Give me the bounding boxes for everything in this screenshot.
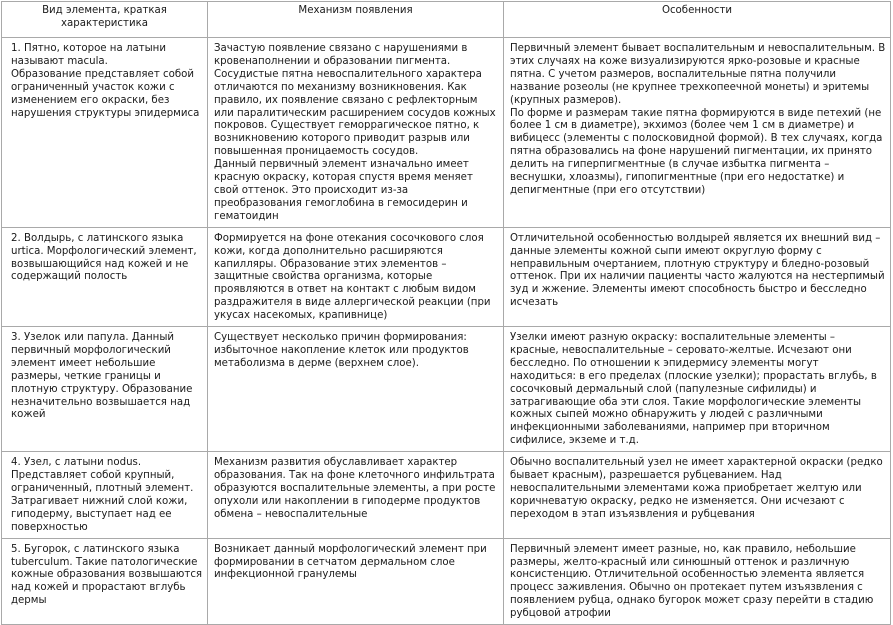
cell-paragraph: Формируется на фоне отекания сосочкового слоя кожи, когда дополнительно расширяются капилляры. Образование этих элементов – защитные свойства организма, которые проявляются в ответ на контакт с любым видом раздражителя в виде аллергической реакции (при укусах насекомых, крапивнице) <box>214 232 491 322</box>
table-row <box>2 327 891 452</box>
element-type-cell <box>2 327 208 452</box>
table-row <box>2 227 891 326</box>
header-features: Особенности <box>504 2 891 38</box>
mechanism-cell <box>208 227 504 326</box>
header-element-type: Вид элемента, краткая характеристика <box>2 2 208 38</box>
mechanism-cell <box>208 538 504 624</box>
features-cell <box>504 452 891 538</box>
mechanism-cell <box>208 327 504 452</box>
table-row <box>2 452 891 538</box>
features-cell <box>504 327 891 452</box>
cell-paragraph: По форме и размерам такие пятна формируются в виде петехий (не более 1 см в диаметре), экхимоз (более чем 1 см в диаметре) и вибицесс (элементы с полосковидной формой). В тех случаях, когда пятна образовались на фоне нарушений пигментации, их принято делить на гиперпигментные (в случае избытка пигмента – веснушки, хлоазмы), гипопигментные (при его недостатке) и депигментные (при его отсутствии) <box>510 107 883 196</box>
features-cell <box>504 538 891 624</box>
features-cell <box>504 227 891 326</box>
cell-paragraph: 1. Пятно, которое на латыни называют macula. <box>11 43 166 67</box>
element-type-cell <box>2 538 208 624</box>
cell-paragraph: Возникает данный морфологический элемент при формировании в сетчатом дермальном слое инфекционной гранулемы <box>214 543 487 581</box>
features-cell <box>504 38 891 228</box>
cell-paragraph: 2. Волдырь, с латинского языка urtica. Морфологический элемент, возвышающийся над кожей и не содержащий полость <box>11 232 197 283</box>
element-type-cell <box>2 227 208 326</box>
cell-paragraph: Сосудистые пятна невоспалительного характера отличаются по механизму возникновения. Как правило, их появление связано с рефлекторным или паралитическим расширением сосудов кожных покровов. Существует геморрагическое пятно, к возникновению которого приводит разрыв или повышенная проницаемость сосудов. <box>214 68 496 158</box>
cell-paragraph: Существует несколько причин формирования: избыточное накопление клеток или продуктов метаболизма в дерме (верхнем слое). <box>214 332 469 369</box>
cell-paragraph: Зачастую появление связано с нарушениями в кровенаполнении и образовании пигмента. <box>214 43 468 67</box>
cell-paragraph: Первичный элемент имеет разные, но, как правило, небольшие размеры, желто-красный или синюшный оттенок и различную консистенцию. Отличительной особенностью элемента является процесс заживления. Обычно он протекает путем изъязвления с появлением рубца, однако бугорок может сразу перейти в стадию рубцовой атрофии <box>510 543 874 620</box>
cell-paragraph: Образование представляет собой ограниченный участок кожи с изменением его окраски, без нарушения структуры эпидермиса <box>11 68 200 119</box>
header-row <box>2 2 891 38</box>
cell-paragraph: Отличительной особенностью волдырей является их внешний вид – данные элементы кожной сыпи имеют округлую форму с неправильным очертанием, плотную структуру и бледно-розовый оттенок. При их наличии пациенты часто жалуются на нестерпимый зуд и жжение. Элементы имеют способность быстро и бесследно исчезать <box>510 232 885 309</box>
cell-paragraph: 5. Бугорок, с латинского языка tuberculum. Такие патологические кожные образования возвышаются над кожей и прорастают вглубь дермы <box>11 543 203 607</box>
cell-paragraph: Первичный элемент бывает воспалительным и невоспалительным. В этих случаях на коже визуализируются ярко-розовые и красные пятна. С учетом размеров, воспалительные пятна получили название розеолы (не крупнее трехкопеечной монеты) и эритемы (крупных размеров). <box>510 43 886 106</box>
element-type-cell <box>2 452 208 538</box>
mechanism-cell <box>208 452 504 538</box>
cell-paragraph: Затрагивает нижний слой кожи, гиподерму, выступает над ее поверхностью <box>11 495 188 533</box>
element-type-cell <box>2 38 208 228</box>
mechanism-cell <box>208 38 504 228</box>
cell-paragraph: Обычно воспалительный узел не имеет характерной окраски (редко бывает красным), разрешается рубцеванием. Над невоспалительными элементами кожа приобретает желтую или коричневатую окраску, редко не изменяется. Они исчезают с переходом в этап изъязвления и рубцевания <box>510 457 883 520</box>
table-row <box>2 538 891 624</box>
cell-paragraph: 3. Узелок или папула. Данный первичный морфологический элемент имеет небольшие размеры, четкие границы и плотную структуру. Образование незначительно возвышается над кожей <box>11 332 193 421</box>
cell-paragraph: Узелки имеют разную окраску: воспалительные элементы – красные, невоспалительные – серовато-желтые. Исчезают они бесследно. По отношении к эпидермису элементы могут находиться: в его пределах (плоские узелки); прорастать вглубь, в сосочковый дермальный слой (папулезные сифилиды) и затрагивающие оба эти слоя. Такие морфологические элементы кожных сыпей можно обнаружить у людей с различными инфекционными заболеваниями, например при вторичном сифилисе, экземе и т.д. <box>510 332 877 447</box>
cell-paragraph: Механизм развития обуславливает характер образования. Так на фоне клеточного инфильтрата образуются воспалительные элементы, а при росте опухоли или накоплении в гиподерме продуктов обмена – невоспалительные <box>214 457 496 520</box>
table-row <box>2 38 891 228</box>
header-mechanism: Механизм появления <box>208 2 504 38</box>
skin-elements-table <box>1 1 891 625</box>
cell-paragraph: 4. Узел, с латыни nodus. <box>11 457 142 469</box>
cell-paragraph: Данный первичный элемент изначально имеет красную окраску, которая спустя время меняет свой оттенок. Это происходит из-за преобразования гемоглобина в гемосидерин и гематоидин <box>214 159 473 222</box>
cell-paragraph: Представляет собой крупный, ограниченный, плотный элемент. <box>11 470 194 494</box>
